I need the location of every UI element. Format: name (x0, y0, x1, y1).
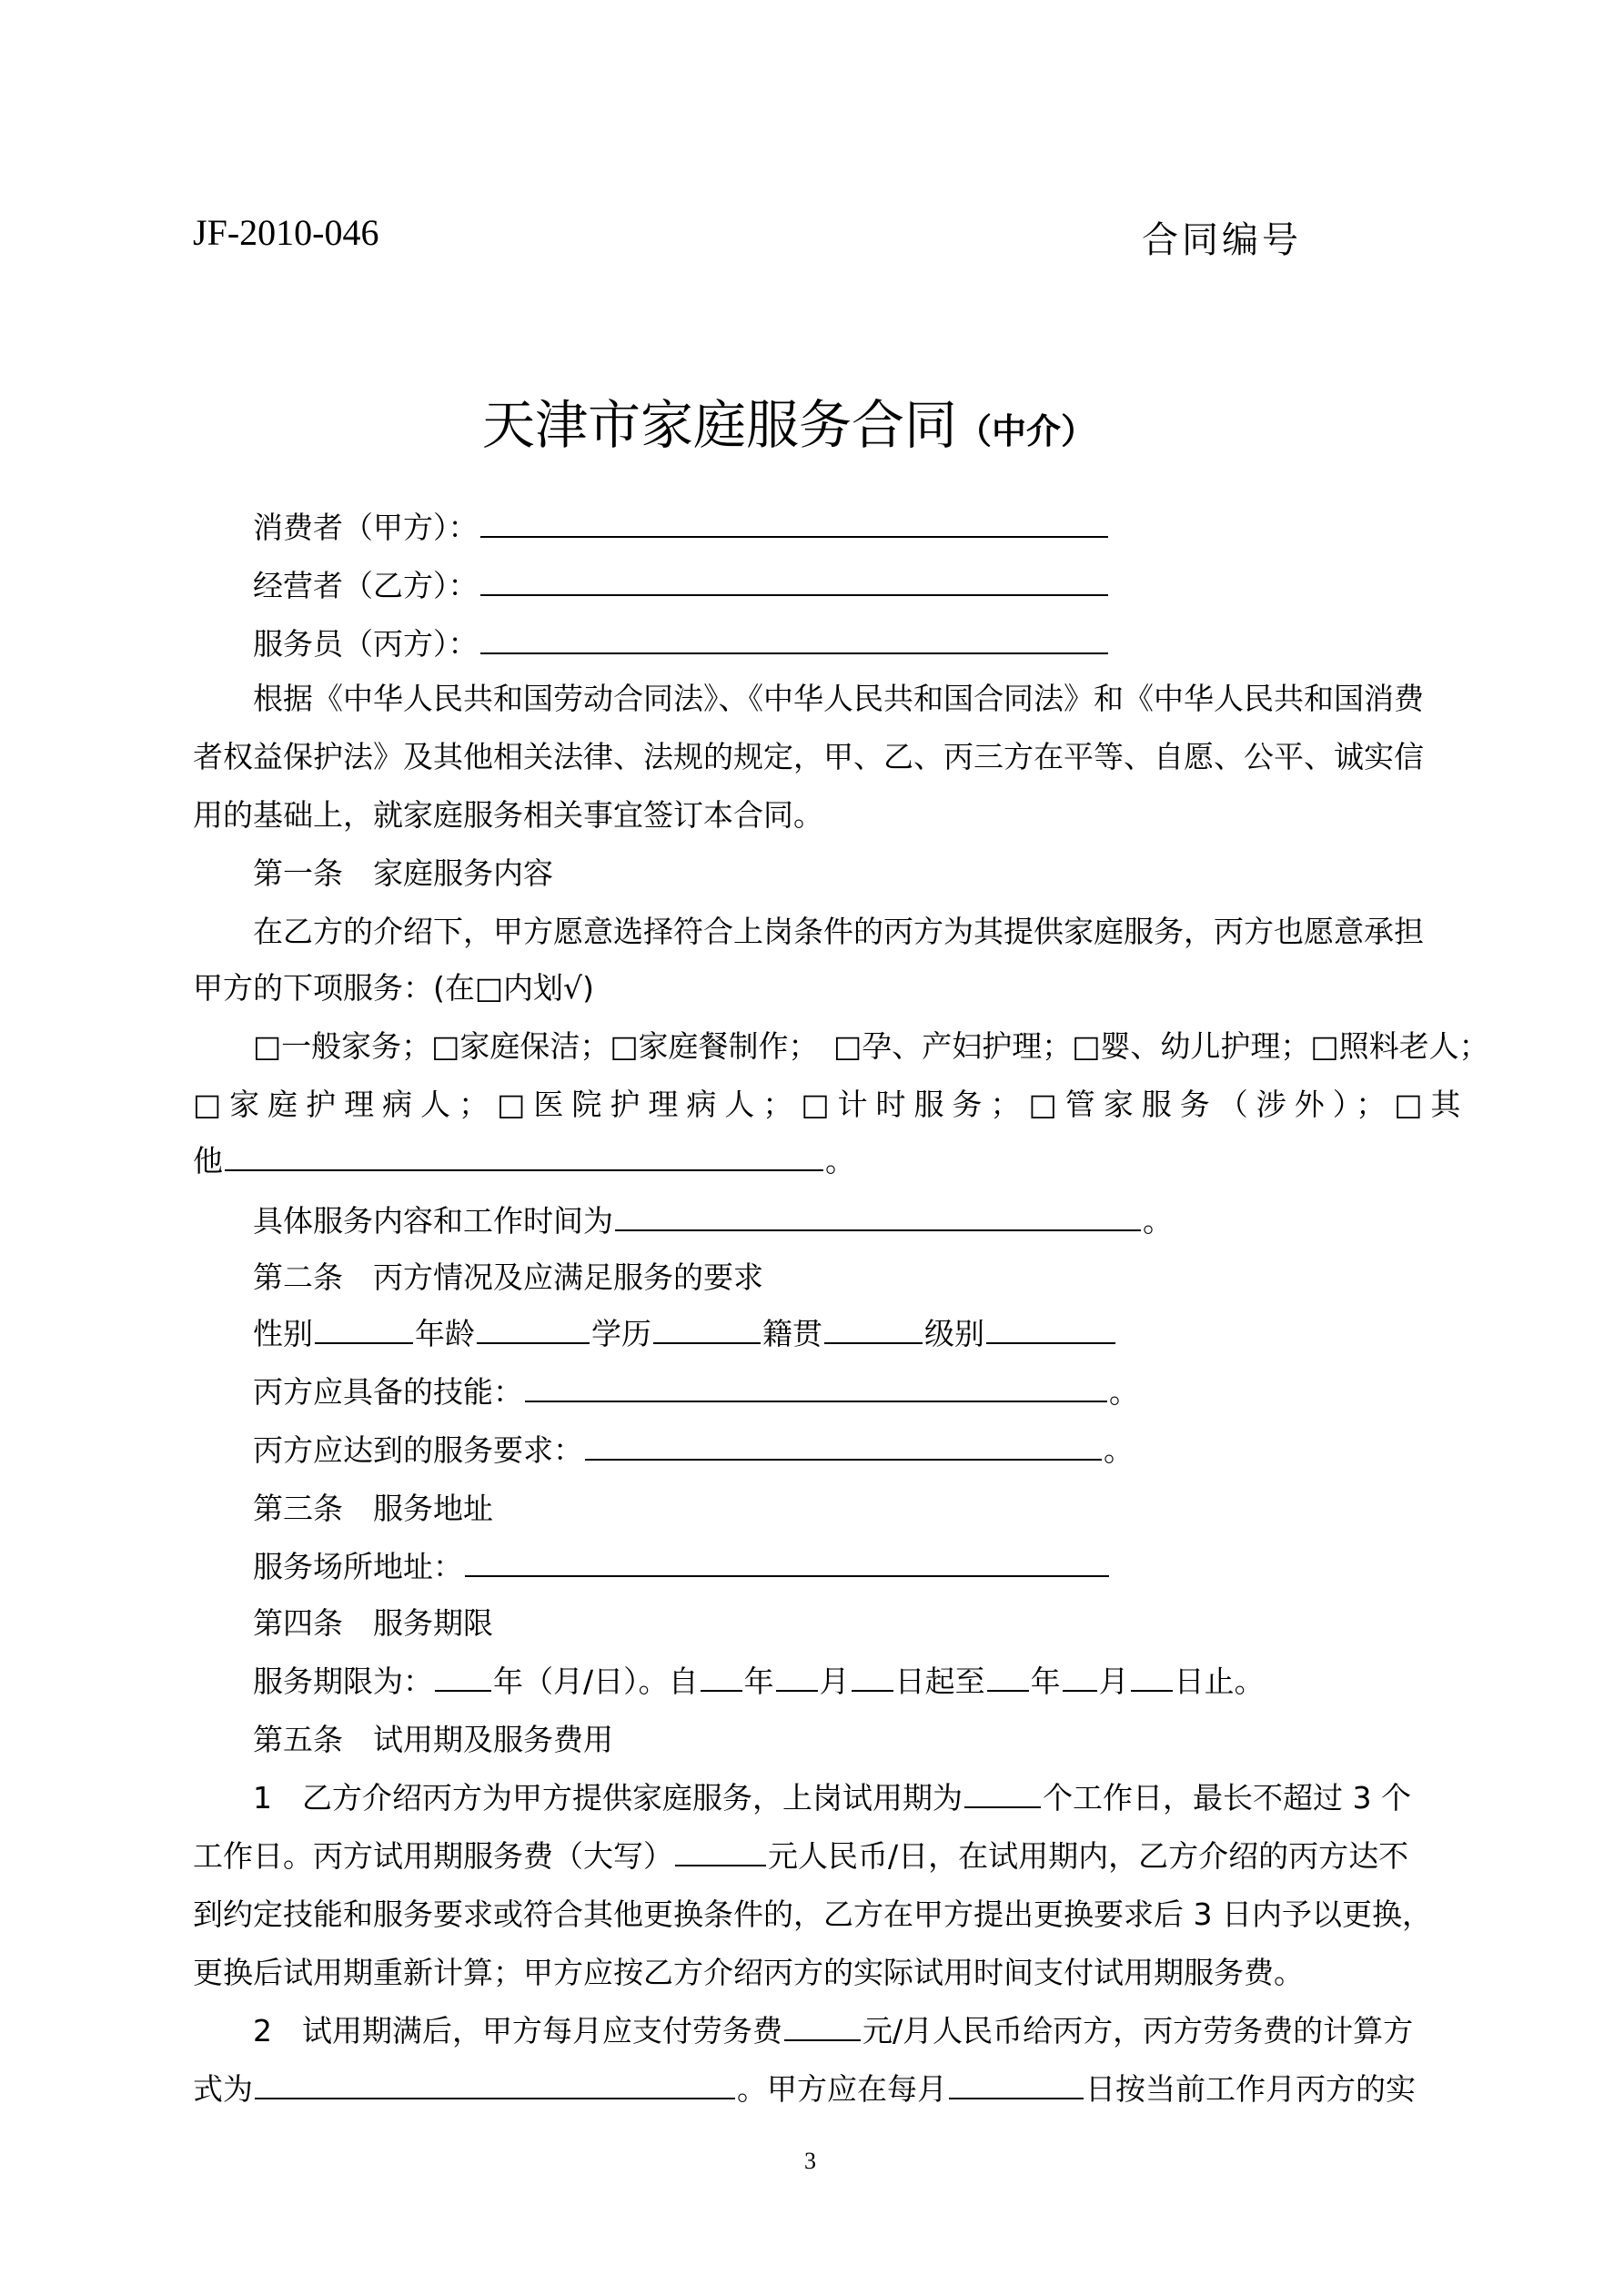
party-consumer (253, 499, 1110, 557)
service-address (253, 1538, 1111, 1596)
clause-5-1-line-4: 更换后试用期重新计算；甲方应按乙方介绍丙方的实际试用时间支付试用期服务费。 (193, 1955, 1304, 1990)
skills-field[interactable] (525, 1370, 1107, 1402)
period-years-field[interactable] (435, 1659, 491, 1692)
party-servant (253, 615, 1110, 673)
party-operator-label: 经营者（乙方）： (253, 568, 479, 603)
service-detail (253, 1192, 1173, 1250)
period-text-6: 月 (1098, 1664, 1129, 1699)
trial-days-field[interactable] (964, 1775, 1041, 1808)
skills-end: 。 (1109, 1374, 1139, 1410)
requirements-label: 丙方应达到的服务要求： (253, 1432, 583, 1468)
period-text-3: 月 (819, 1664, 850, 1699)
other-end: 。 (825, 1143, 855, 1178)
article-2-heading: 第二条 丙方情况及应满足服务的要求 (253, 1259, 763, 1295)
party-operator (253, 557, 1110, 615)
service-options-line-1[interactable]: □一般家务；□家庭保洁；□家庭餐制作； □孕、产妇护理；□婴、幼儿护理；□照料老人； (253, 1028, 1489, 1064)
clause-5-2-text-d: 。甲方应在每月 (737, 2071, 947, 2107)
requirements-field[interactable] (585, 1428, 1102, 1461)
period-text-7: 日止。 (1174, 1664, 1265, 1699)
payment-day-field[interactable] (949, 2067, 1084, 2099)
clause-5-1-text-b: 个工作日，最长不超过 3 个 (1043, 1780, 1411, 1816)
service-options-line-3 (193, 1132, 855, 1190)
article-3-heading: 第三条 服务地址 (253, 1491, 493, 1526)
origin-label: 籍贯 (762, 1316, 822, 1351)
end-year-field[interactable] (987, 1659, 1029, 1692)
other-service-field[interactable] (225, 1138, 823, 1171)
end-month-field[interactable] (1063, 1659, 1097, 1692)
skills-label: 丙方应具备的技能： (253, 1374, 523, 1410)
article-1-heading: 第一条 家庭服务内容 (253, 855, 553, 891)
monthly-fee-field[interactable] (784, 2008, 861, 2041)
clause-5-1-line-2 (193, 1827, 1408, 1886)
article-1-intro-2: 甲方的下项服务：(在□内划√) (193, 970, 594, 1006)
start-year-field[interactable] (701, 1659, 742, 1692)
clause-5-2-text-b: 元/月人民币给丙方，丙方劳务费的计算方 (862, 2013, 1414, 2048)
document-code: JF-2010-046 (193, 212, 379, 253)
gender-label: 性别 (253, 1316, 313, 1351)
party-servant-label: 服务员（丙方）： (253, 626, 479, 662)
clause-5-2-text-a: 2 试用期满后，甲方每月应支付劳务费 (253, 2013, 782, 2048)
clause-5-1-text-c: 工作日。丙方试用期服务费（大写） (193, 1838, 673, 1874)
contract-number-label: 合同编号 (1142, 219, 1302, 261)
period-text-5: 年 (1030, 1664, 1061, 1699)
start-day-field[interactable] (852, 1659, 893, 1692)
title-main: 天津市家庭服务合同 (482, 394, 958, 456)
clause-5-1-text-d: 元人民币/日，在试用期内，乙方介绍的丙方达不 (768, 1838, 1409, 1874)
service-detail-field[interactable] (615, 1199, 1141, 1231)
page-title (482, 382, 1095, 459)
party-operator-field[interactable] (480, 563, 1108, 596)
period-text-4: 日起至 (894, 1664, 985, 1699)
service-detail-label: 具体服务内容和工作时间为 (253, 1203, 613, 1239)
party-servant-field[interactable] (480, 622, 1108, 654)
party-consumer-field[interactable] (480, 505, 1108, 538)
article-4-heading: 第四条 服务期限 (253, 1605, 493, 1641)
start-month-field[interactable] (776, 1659, 818, 1692)
service-options-line-2[interactable]: □家庭护理病人；□医院护理病人；□计时服务；□管家服务（涉外）；□其 (193, 1087, 1469, 1122)
article-1-intro-1: 在乙方的介绍下，甲方愿意选择符合上岗条件的丙方为其提供家庭服务，丙方也愿意承担 (253, 914, 1424, 949)
age-field[interactable] (477, 1311, 590, 1344)
clause-5-2-line-1 (253, 2002, 1413, 2060)
education-field[interactable] (653, 1311, 761, 1344)
origin-field[interactable] (824, 1311, 923, 1344)
preamble-line-1: 根据《中华人民共和国劳动合同法》、《中华人民共和国合同法》和《中华人民共和国消费 (253, 681, 1424, 716)
level-label: 级别 (924, 1316, 984, 1351)
fee-method-field[interactable] (255, 2067, 735, 2099)
clause-5-2-text-e: 日按当前工作月丙方的实 (1085, 2071, 1416, 2107)
servant-skills (253, 1363, 1139, 1421)
end-day-field[interactable] (1131, 1659, 1173, 1692)
trial-fee-field[interactable] (675, 1834, 766, 1866)
page-number: 3 (804, 2148, 816, 2174)
address-label: 服务场所地址： (253, 1549, 463, 1584)
period-label: 服务期限为： (253, 1664, 433, 1699)
clause-5-1-text-a: 1 乙方介绍丙方为甲方提供家庭服务，上岗试用期为 (253, 1780, 963, 1816)
education-label: 学历 (591, 1316, 651, 1351)
clause-5-1-line-3: 到约定技能和服务要求或符合其他更换条件的，乙方在甲方提出更换要求后 3 日内予以更换， (193, 1896, 1432, 1932)
service-detail-end: 。 (1143, 1203, 1173, 1239)
service-requirements (253, 1421, 1134, 1480)
gender-field[interactable] (315, 1311, 413, 1344)
service-period (253, 1653, 1265, 1711)
party-consumer-label: 消费者（甲方）： (253, 510, 479, 545)
title-sub: （中介） (957, 411, 1096, 451)
requirements-end: 。 (1104, 1432, 1134, 1468)
period-text-2: 年 (743, 1664, 774, 1699)
level-field[interactable] (986, 1311, 1115, 1344)
servant-info-row (253, 1305, 1117, 1363)
other-label: 他 (193, 1143, 223, 1178)
preamble-line-2: 者权益保护法》及其他相关法律、法规的规定，甲、乙、丙三方在平等、自愿、公平、诚实信 (193, 739, 1424, 774)
age-label: 年龄 (415, 1316, 475, 1351)
address-field[interactable] (465, 1544, 1109, 1577)
preamble-line-3: 用的基础上，就家庭服务相关事宜签订本合同。 (193, 797, 823, 833)
clause-5-2-text-c: 式为 (193, 2071, 253, 2107)
clause-5-2-line-2 (193, 2060, 1416, 2119)
clause-5-1-line-1 (253, 1769, 1411, 1827)
article-5-heading: 第五条 试用期及服务费用 (253, 1722, 613, 1757)
period-text-1: 年（月/日）。自 (493, 1664, 699, 1699)
